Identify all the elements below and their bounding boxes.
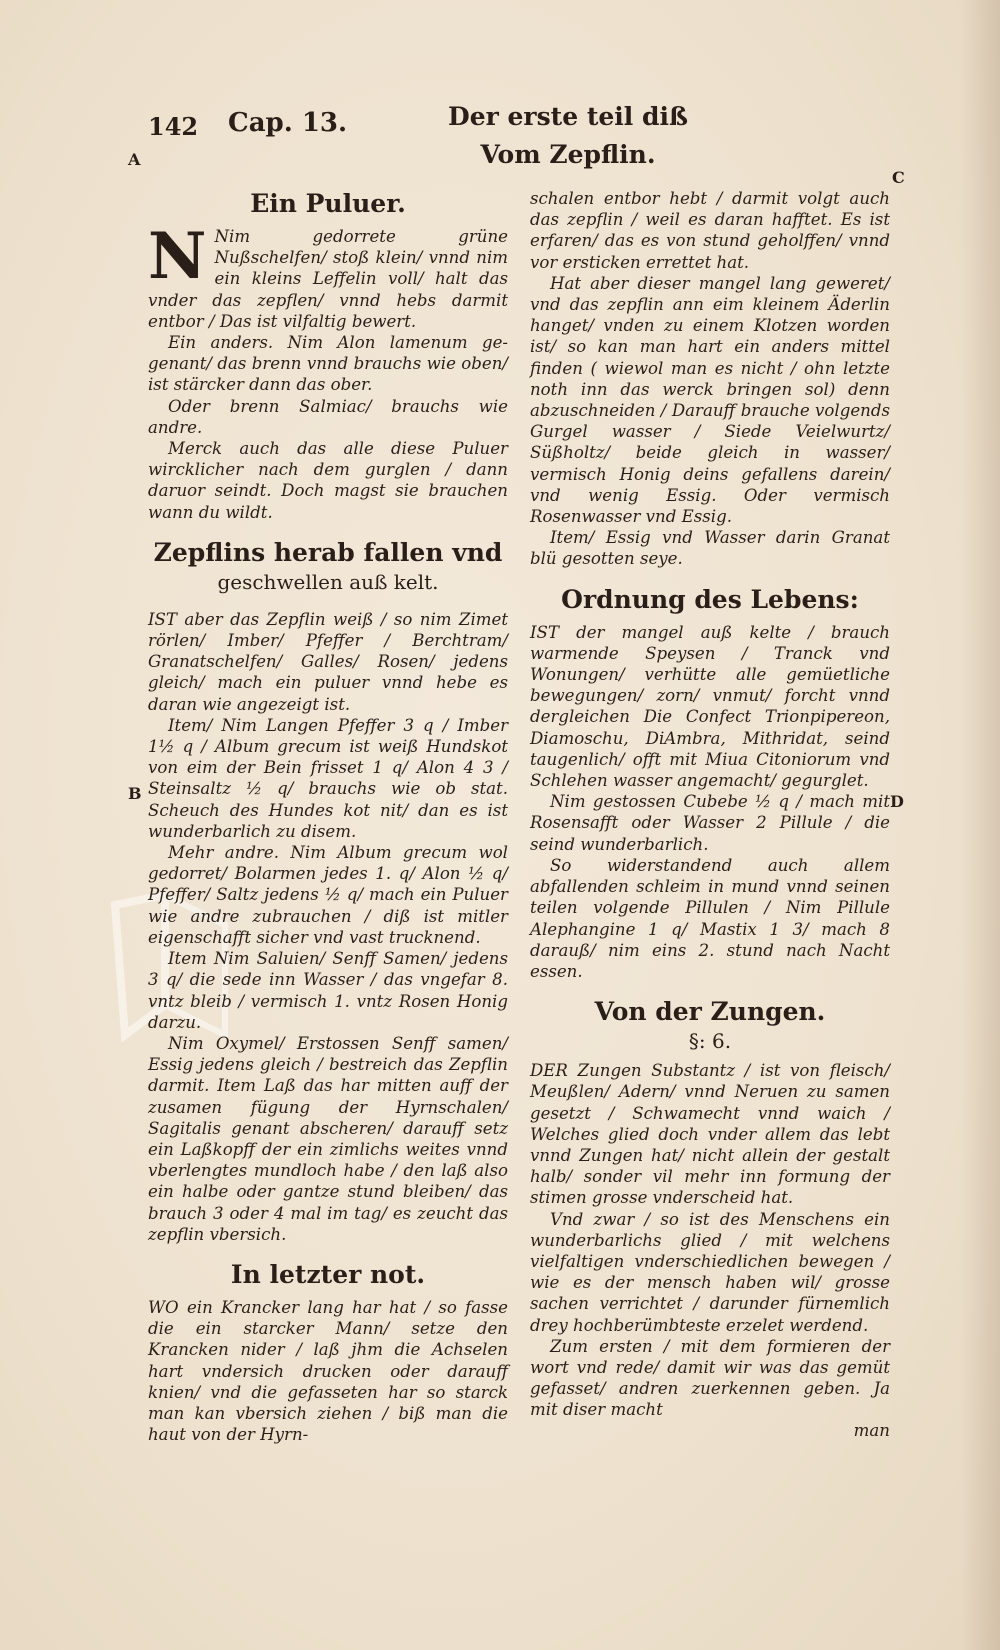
right-column [530, 188, 890, 1440]
paragraph: IST aber das Zepflin weiß / so nim Zimet rörlen/ Imber/ Pfeffer / Berchtram/ Granatschelfen/ Galles/ Rosen/ jedens gleich/ mach ein puluer vnnd hebe es daran wie angezeigt ist. [148, 609, 508, 714]
section-heading-letzter-not: In letzter not. [230, 1259, 426, 1289]
paragraph: WO ein Krancker lang har hat / so fasse die ein starcker Mann/ setze den Krancken nider / laß jhm die Achselen hart vndersich drucken oder darauff knien/ vnd die gefasseten har so starck man kan vbersich ziehen / biß man die haut von der Hyrn- [148, 1297, 508, 1445]
margin-marker-c: C [892, 168, 905, 187]
paragraph: Oder brenn Salmiac/ brauchs wie andre. [148, 396, 508, 437]
paragraph: Item/ Nim Langen Pfeffer 3 q / Imber 1½ q / Album grecum ist weiß Hundskot von eim der Bein frisset 1 q/ Alon 4 3 / Steinsaltz ½ q/ brauchs wie ob stat. Scheuch des Hundes kot nit/ dan es ist wunderbarlich zu disem. [148, 715, 508, 841]
page-number: 142 [148, 112, 199, 141]
margin-marker-a: A [128, 150, 141, 169]
paragraph [148, 219, 508, 332]
catchword: man [853, 1420, 890, 1440]
margin-marker-b: B [128, 784, 142, 803]
section-subheading-kelt: geschwellen auß kelt. [217, 569, 439, 594]
running-title-line-1: Der erste teil diß [448, 102, 688, 131]
section-heading-zungen: Von der Zungen. [594, 997, 826, 1027]
paragraph: So widerstandend auch allem abfallenden schleim in mund vnnd seinen teilen volgende Pillulen / Nim Pillule Alephangine 1 q/ Mastix 1 3/ mach 8 darauß/ nim eins 2. stund nach Nacht essen. [530, 855, 890, 981]
section-heading-ordnung: Ordnung des Lebens: [561, 584, 859, 614]
section-number: §: 6. [688, 1029, 732, 1054]
paragraph: Item Nim Saluien/ Senff Samen/ jedens 3 q/ die sede inn Wasser / das vngefar 8. vntz bleib / vermisch 1. vntz Rosen Honig darzu. [148, 949, 508, 1032]
page-header [148, 98, 908, 178]
paragraph: Mehr andre. Nim Album grecum wol gedorret/ Bolarmen jedes 1. q/ Alon ½ q/ Pfeffer/ Saltz jedens ½ q/ mach ein Puluer wie andre zubrauchen / diß ist mitler eigenschafft sicher vnd vast trucknend. [148, 843, 508, 947]
drop-cap-n: N [148, 219, 207, 294]
section-heading-zepflins: Zepflins herab fallen vnd [153, 537, 503, 567]
paragraph: Vnd zwar / so ist des Menschens ein wunderbarlichs glied / mit welchens vielfaltigen vnderschiedlichen bewegen / wie es der mensch haben wil/ grosse sachen verrichtet / darunder fürnemlich drey hochberümbteste erzelet werdend. [530, 1209, 890, 1335]
paragraph-text: Nim gedorrete grüne Nußschelfen/ stoß klein/ vnnd nim ein kleins Leffelin voll/ halt das vnder das zepflen/ vnnd hebs darmit entbor / Das ist vilfaltig bewert. [148, 227, 508, 331]
paragraph: Nim Oxymel/ Erstossen Senff samen/ Essig jedens gleich / bestreich das Zepflin darmit. Item Laß das har mitten auff der zusamen fügung der Hyrnschalen/ Sagitalis genant abscheren/ darauff setz ein Laßkopff der ein zimlichs weites vnnd vberlengtes mundloch habe / den laß also ein halbe oder gantze stund bleiben/ das brauch 3 oder 4 mal im tag/ es zeucht das zepflin vbersich. [148, 1033, 508, 1244]
running-title-line-2: Vom Zepflin. [480, 140, 656, 169]
running-title [448, 98, 688, 174]
paragraph: Hat aber dieser mangel lang geweret/ vnd das zepflin ann eim kleinem Äderlin hanget/ vnden zu einem Klotzen worden ist/ so kan man hart ein anders mittel finden ( wiewol man es nicht / ohn letzte noth inn das werck bringen sol) denn abzuschneiden / Darauff brauche volgends Gurgel wasser / Siede Veielwurtz/ Süßholtz/ beide gleich in wasser/ vermisch Honig deins gefallens darein/ vnd wenig Essig. Oder vermisch Rosenwasser vnd Essig. [530, 273, 890, 527]
margin-marker-d: D [890, 792, 904, 811]
paragraph: Ein anders. Nim Alon lamenum ge- genant/ das brenn vnnd brauchs wie oben/ ist stärcker dann das ober. [148, 333, 508, 395]
chapter-label: Cap. 13. [228, 108, 348, 138]
paragraph: IST der mangel auß kelte / brauch warmende Speysen / Tranck vnd Wonungen/ verhütte alle gemüetliche bewegungen/ zorn/ vnmut/ forcht vnnd dergleichen Die Confect Trionpipereon, Diamoschu, DiAmbra, Mithridat, seind taugenlich/ offt mit Miua Citoniorum vnd Schlehen wasser angemacht/ gegurglet. [530, 622, 890, 791]
page-edge-shadow [960, 0, 1000, 1650]
paragraph: schalen entbor hebt / darmit volgt auch das zepflin / weil es daran hafftet. Es ist erfaren/ das es von stund geholffen/ vnnd vor ersticken errettet hat. [530, 189, 890, 272]
paragraph: Nim gestossen Cubebe ½ q / mach mit Rosensafft oder Wasser 2 Pillule / die seind wunderbarlich. [530, 792, 890, 854]
paragraph: Item/ Essig vnd Wasser darin Granat blü gesotten seye. [530, 528, 890, 569]
paragraph: Merck auch das alle diese Puluer wircklicher nach dem gurglen / dann daruor seindt. Doch magst sie brauchen wann du wildt. [148, 439, 508, 522]
left-column [148, 188, 508, 1445]
paragraph: Zum ersten / mit dem formieren der wort vnd rede/ damit wir was das gemüt gefasset/ andren zuerkennen geben. Ja mit diser macht [530, 1336, 890, 1420]
section-heading-puluer: Ein Puluer. [250, 189, 406, 218]
paragraph: DER Zungen Substantz / ist von fleisch/ Meußlen/ Adern/ vnnd Neruen zu samen gesetzt / Schwamecht vnnd waich / Welches glied doch vnder allem das lebt vnnd Zungen hat/ nicht allein der gestalt halb/ sonder vil mehr inn formung der stimen grosse vnderscheid hat. [530, 1061, 890, 1208]
